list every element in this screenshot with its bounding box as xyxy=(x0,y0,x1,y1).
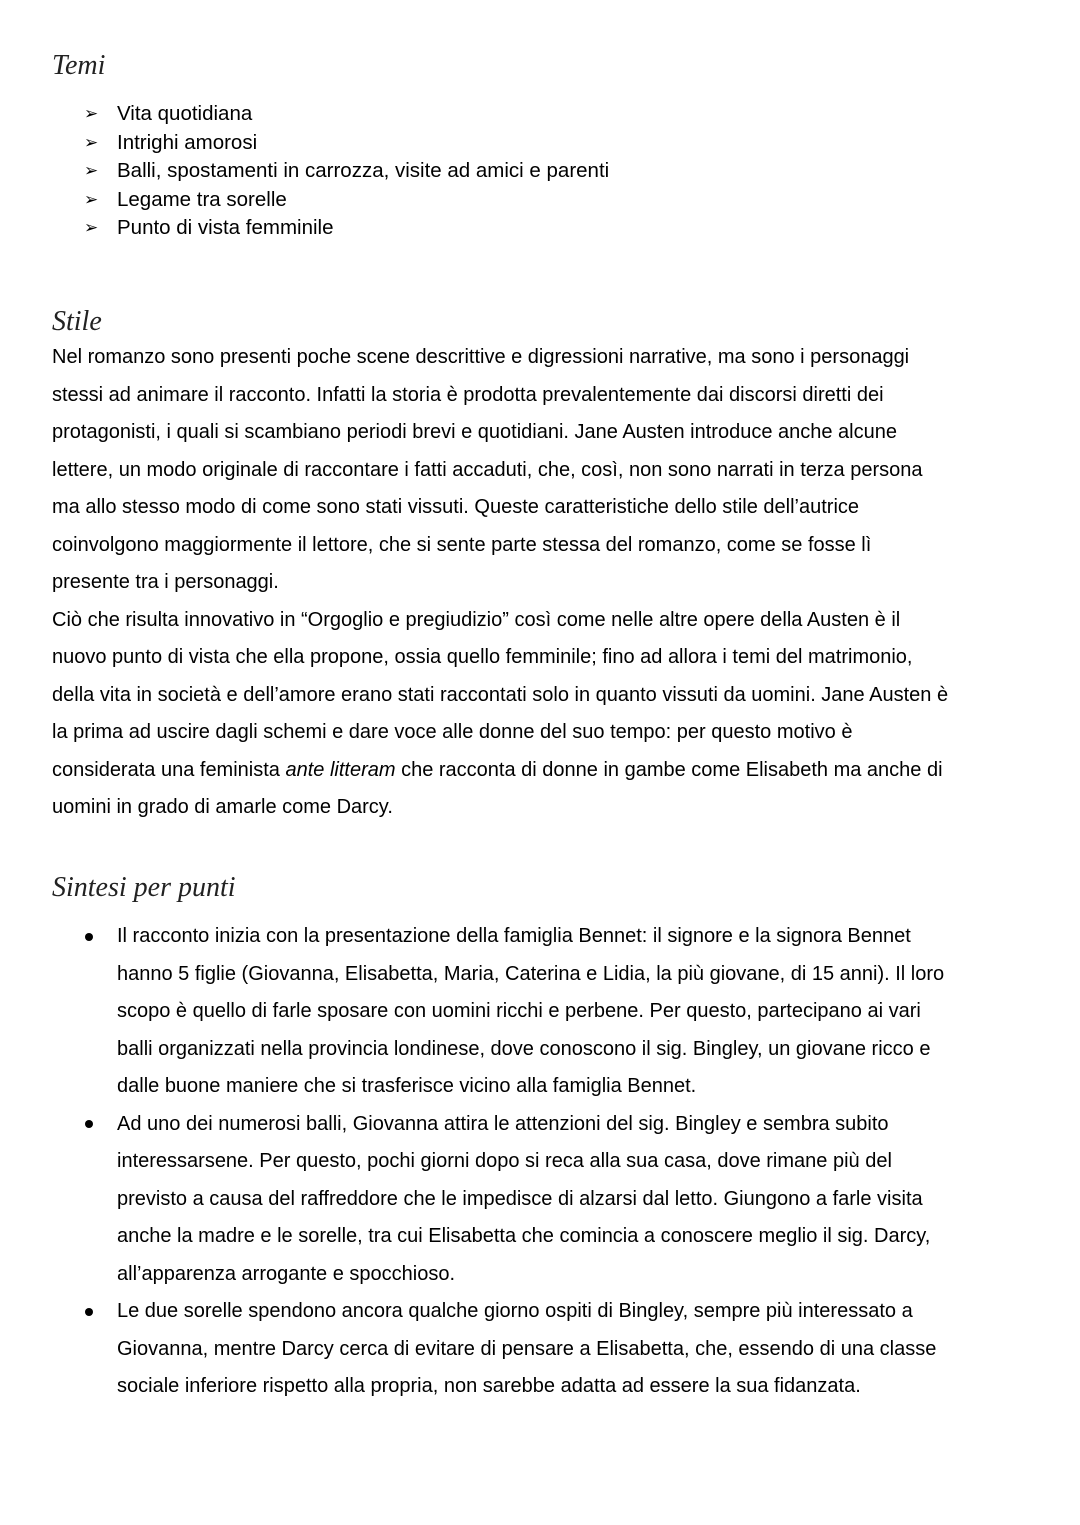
text-line: uomini in grado di amarle come Darcy. xyxy=(52,796,393,818)
text-line: della vita in società e dell’amore erano stati raccontati solo in quanto vissuti da uomini. Jane Austen è xyxy=(52,683,949,706)
text-line: scopo è quello di farle sposare con uomini ricchi e perbene. Per questo, partecipano ai vari xyxy=(117,1000,921,1022)
list-item xyxy=(84,186,609,215)
text-line: coinvolgono maggiormente il lettore, che si sente parte stessa del romanzo, come se fosse lì xyxy=(52,533,872,556)
text-line: Giovanna, mentre Darcy cerca di evitare di pensare a Elisabetta, che, essendo di una classe xyxy=(117,1337,937,1360)
italic-term: ante litteram xyxy=(285,758,396,781)
bullet-icon xyxy=(84,918,117,956)
heading-stile: Stile xyxy=(52,306,102,337)
list-item xyxy=(84,1106,944,1294)
list-item-text: Balli, spostamenti in carrozza, visite ad amici e parenti xyxy=(117,159,610,183)
arrow-bullet-icon: ➢ xyxy=(84,218,99,238)
text-line: nuovo punto di vista che ella propone, ossia quello femminile; fino ad allora i temi del matrimonio, xyxy=(52,646,913,668)
list-item-text: Legame tra sorelle xyxy=(117,187,287,211)
list-item-text: Punto di vista femminile xyxy=(117,216,334,240)
list-item xyxy=(84,129,609,158)
text-line: stessi ad animare il racconto. Infatti la storia è prodotta prevalentemente dai discorsi diretti dei xyxy=(52,383,884,406)
stile-paragraph xyxy=(52,339,1052,827)
sintesi-list xyxy=(84,918,944,1406)
text-span: considerata una feminista xyxy=(52,758,286,781)
text-line: presente tra i personaggi. xyxy=(52,571,279,593)
arrow-bullet-icon: ➢ xyxy=(84,189,99,209)
text-line: protagonisti, i quali si scambiano periodi brevi e quotidiani. Jane Austen introduce anche alcune xyxy=(52,421,897,443)
text-line: balli organizzati nella provincia londinese, dove conoscono il sig. Bingley, un giovane ricco e xyxy=(117,1037,931,1060)
heading-sintesi: Sintesi per punti xyxy=(52,872,236,903)
text-line: dalle buone maniere che si trasferisce vicino alla famiglia Bennet. xyxy=(117,1075,697,1097)
text-line: Le due sorelle spendono ancora qualche giorno ospiti di Bingley, sempre più interessato a xyxy=(117,1300,913,1322)
text-line: la prima ad uscire dagli schemi e dare voce alle donne del suo tempo: per questo motivo è xyxy=(52,721,853,743)
list-item xyxy=(84,214,609,243)
text-line: Ciò che risulta innovativo in “Orgoglio e pregiudizio” così come nelle altre opere della Austen è il xyxy=(52,608,901,631)
list-item xyxy=(84,100,609,129)
text-line: sociale inferiore rispetto alla propria, non sarebbe adatta ad essere la sua fidanzata. xyxy=(117,1375,861,1397)
text-line: ma allo stesso modo di come sono stati vissuti. Queste caratteristiche dello stile dell’autrice xyxy=(52,496,860,518)
text-span: che racconta di donne in gambe come Elisabeth ma anche di xyxy=(395,758,943,781)
text-line: Il racconto inizia con la presentazione della famiglia Bennet: il signore e la signora Bennet xyxy=(117,925,911,947)
arrow-bullet-icon: ➢ xyxy=(84,132,99,152)
text-line: Nel romanzo sono presenti poche scene descrittive e digressioni narrative, ma sono i personaggi xyxy=(52,346,910,368)
list-item xyxy=(84,918,944,1106)
list-item-text: Intrighi amorosi xyxy=(117,130,258,154)
text-line: all’apparenza arrogante e spocchioso. xyxy=(117,1262,455,1285)
text-line: lettere, un modo originale di raccontare i fatti accaduti, che, così, non sono narrati in terza persona xyxy=(52,458,923,481)
text-line: Ad uno dei numerosi balli, Giovanna attira le attenzioni del sig. Bingley e sembra subito xyxy=(117,1112,889,1135)
text-line: previsto a causa del raffreddore che le impedisce di alzarsi dal letto. Giungono a farle visita xyxy=(117,1187,923,1210)
text-line xyxy=(52,752,1052,790)
bullet-icon xyxy=(84,1106,117,1144)
bullet-icon xyxy=(84,1293,117,1331)
arrow-bullet-icon: ➢ xyxy=(84,161,99,181)
heading-temi: Temi xyxy=(52,50,106,81)
text-line: hanno 5 figlie (Giovanna, Elisabetta, Maria, Caterina e Lidia, la più giovane, di 15 anni). Il loro xyxy=(117,962,945,985)
list-item-text: Vita quotidiana xyxy=(117,102,253,125)
list-item xyxy=(84,1293,944,1406)
text-line: interessarsene. Per questo, pochi giorni dopo si reca alla sua casa, dove rimane più del xyxy=(117,1150,892,1172)
list-item xyxy=(84,157,609,186)
temi-list xyxy=(84,100,609,243)
arrow-bullet-icon: ➢ xyxy=(84,104,99,123)
text-line: anche la madre e le sorelle, tra cui Elisabetta che comincia a conoscere meglio il sig. Darcy, xyxy=(117,1225,931,1247)
